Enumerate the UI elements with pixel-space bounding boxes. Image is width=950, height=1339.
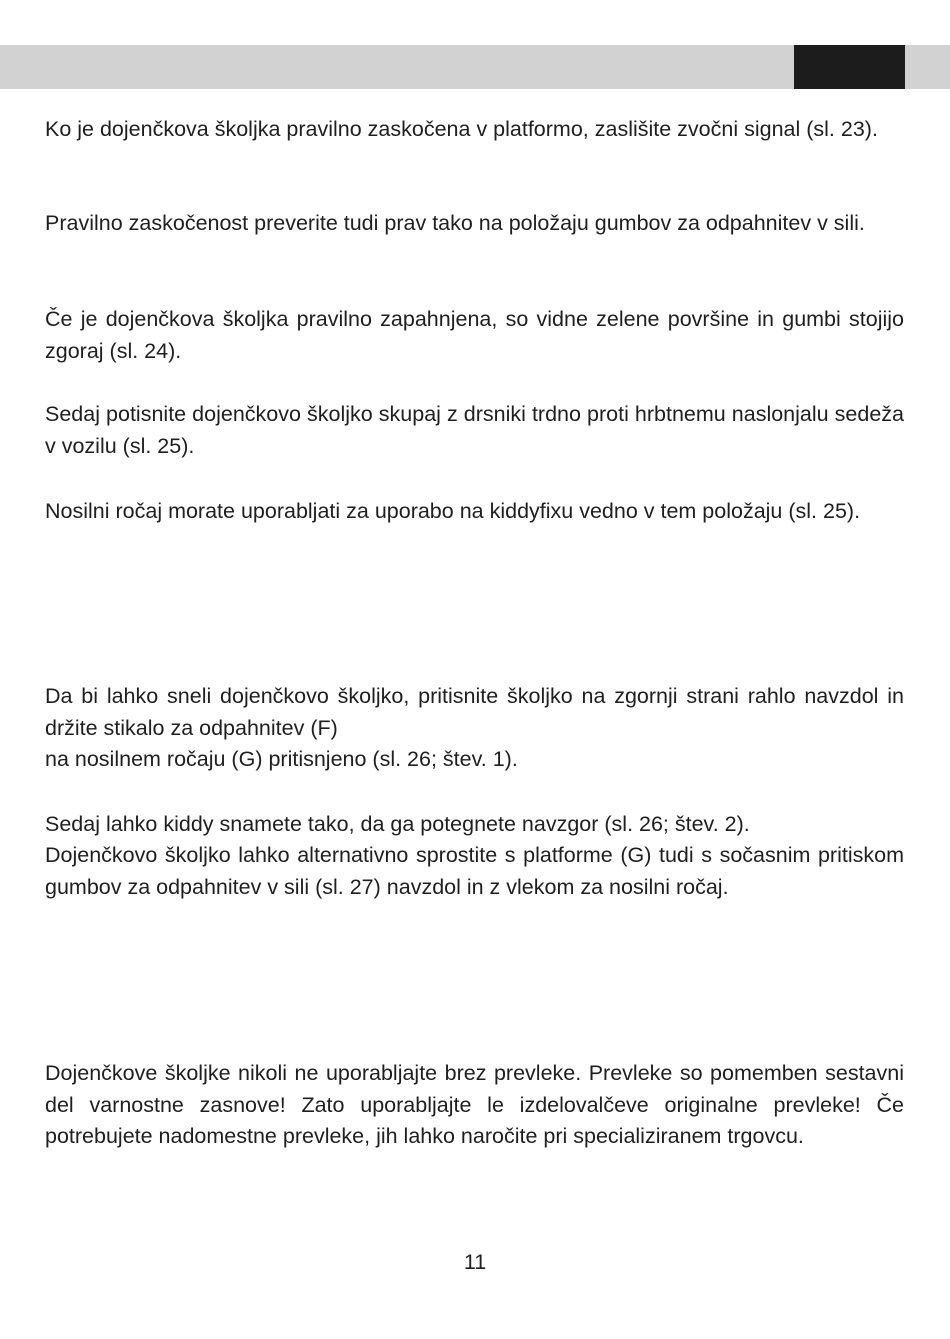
paragraph-8: Sedaj lahko kiddy snamete tako, da ga potegnete navzgor (sl. 26; štev. 2). — [45, 812, 750, 836]
header-dark-block — [794, 45, 905, 89]
paragraph-3: Če je dojenčkova školjka pravilno zapahnjena, so vidne zelene površine in gumbi stojijo zgoraj (sl. 24). — [45, 307, 904, 363]
paragraph-5: Nosilni ročaj morate uporabljati za uporabo na kiddyfixu vedno v tem položaju (sl. 25). — [45, 499, 861, 523]
paragraph-2: Pravilno zaskočenost preverite tudi prav tako na položaju gumbov za odpahnitev v sili. — [45, 211, 865, 235]
paragraph-4: Sedaj potisnite dojenčkovo školjko skupaj z drsniki trdno proti hrbtnemu naslonjalu sedeža v vozilu (sl. 25). — [45, 402, 904, 458]
page-number: 11 — [463, 1250, 487, 1274]
paragraph-10: Dojenčkove školjke nikoli ne uporabljajte brez prevleke. Prevleke so pomemben sestavni del varnostne zasnove! Zato uporabljajte le izdelovalčeve originalne prevleke! Če potrebujete nadomestne prevleke, jih lahko naročite pri specializiranem trgovcu. — [45, 1061, 904, 1148]
paragraph-1: Ko je dojenčkova školjka pravilno zaskočena v platformo, zaslišite zvočni signal (sl. 23). — [45, 117, 878, 141]
paragraph-9: Dojenčkovo školjko lahko alternativno sprostite s platforme (G) tudi s sočasnim pritiskom gumbov za odpahnitev v sili (sl. 27) navzdol in z vlekom za nosilni ročaj. — [45, 843, 904, 899]
paragraph-6: Da bi lahko sneli dojenčkovo školjko, pritisnite školjko na zgornji strani rahlo navzdol in držite stikalo za odpahnitev (F) — [45, 684, 904, 740]
paragraph-7: na nosilnem ročaju (G) pritisnjeno (sl. 26; štev. 1). — [45, 747, 518, 771]
